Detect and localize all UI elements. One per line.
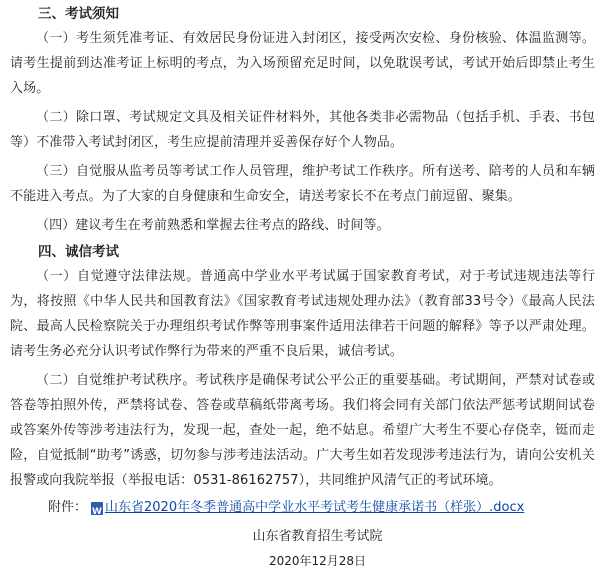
attachment-link[interactable]: 山东省2020年冬季普通高中学业水平考试考生健康承诺书（样张）.docx (105, 500, 525, 515)
section4-heading: 四、诚信考试 (38, 244, 119, 260)
issue-date: 2020年12月28日 (268, 554, 367, 568)
section3-heading: 三、考试须知 (38, 6, 119, 22)
section4-paragraph-1: （一）自觉遵守法律法规。普通高中学业水平考试属于国家教育考试，对于考试违规违法等行为，将按照《中华人民共和国教育法》《国家教育考试违规处理办法》（教育部33号令）《最高人民法院、最高人民检察院关于办理组织考试作弊等刑事案件适用法律若干问题的解释》等予以严肃处理。请考生务必充分认识考试作弊行为带来的严重不良后果，诚信考试。 (10, 269, 595, 359)
word-doc-icon (91, 502, 103, 515)
section3-paragraph-4: （四）建议考生在考前熟悉和掌握去往考点的路线、时间等。 (36, 218, 390, 233)
section3-paragraph-2: （二）除口罩、考试规定文具及相关证件材料外，其他各类非必需物品（包括手机、手表、书包等）不准带入考试封闭区，考生应提前清理并妥善保存好个人物品。 (10, 110, 595, 150)
section3-paragraph-1: （一）考生须凭准考证、有效居民身份证进入封闭区，接受两次安检、身份核验、体温监测等。请考生提前到达准考证上标明的考点，为入场预留充足时间，以免耽误考试，考试开始后即禁止考生入场。 (10, 31, 595, 96)
section4-paragraph-2: （二）自觉维护考试秩序。考试秩序是确保考试公平公正的重要基础。考试期间，严禁对试卷或答卷等拍照外传，严禁将试卷、答卷或草稿纸带离考场。我们将会同有关部门依法严惩考试期间试卷或答案外传等涉考违法行为，发现一起，查处一起，绝不姑息。希望广大考生不要心存侥幸，铤而走险，自觉抵制“助考”诱惑，切勿参与涉考违法活动。广大考生如若发现涉考违法行为，请向公安机关报警或向我院举报（举报电话：0531-86162757），共同维护风清气正的考试环境。 (10, 373, 595, 488)
issuer-signature: 山东省教育招生考试院 (252, 529, 383, 544)
section3-paragraph-3: （三）自觉服从监考员等考试工作人员管理，维护考试工作秩序。所有送考、陪考的人员和车辆不能进入考点。为了大家的自身健康和生命安全，请送考家长不在考点门前逗留、聚集。 (10, 164, 595, 204)
attachment-row (10, 497, 595, 519)
attachment-label: 附件： (48, 500, 88, 515)
